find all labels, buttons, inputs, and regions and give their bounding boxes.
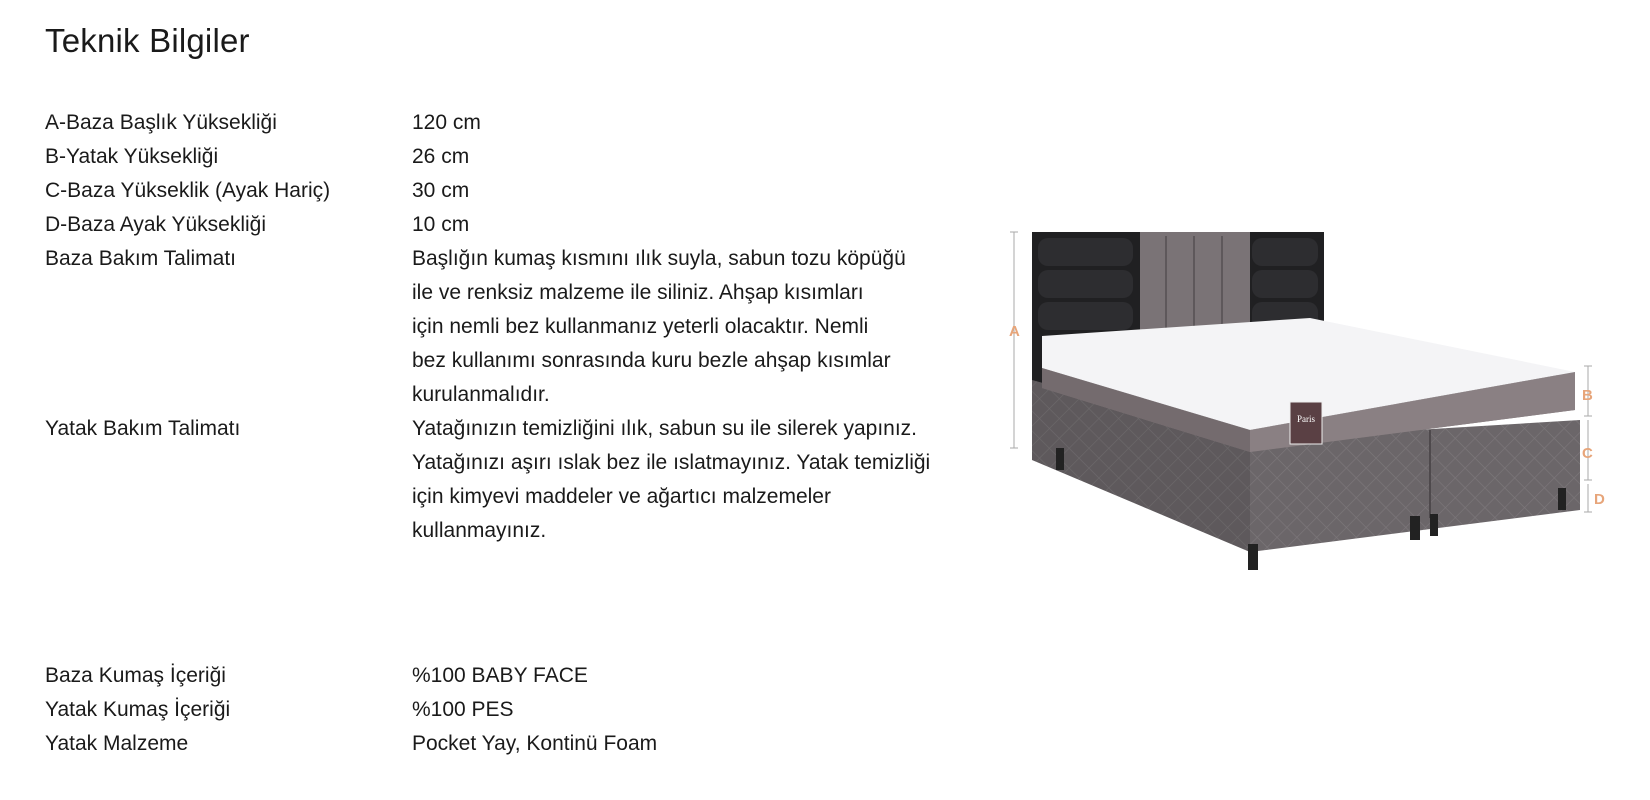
spec-label: Yatak Malzeme bbox=[45, 732, 189, 755]
spec-value: Pocket Yay, Kontinü Foam bbox=[412, 732, 658, 755]
spec-row-mattress-care bbox=[45, 412, 945, 548]
spec-value: 30 cm bbox=[412, 179, 470, 202]
spec-value: 120 cm bbox=[412, 111, 481, 134]
spec-row-base-fabric bbox=[45, 659, 945, 693]
spec-row-base-care bbox=[45, 242, 945, 412]
spec-label: D-Baza Ayak Yüksekliği bbox=[45, 213, 267, 236]
spec-value: %100 PES bbox=[412, 698, 514, 721]
spec-value: 26 cm bbox=[412, 145, 470, 168]
spec-label: Baza Bakım Talimatı bbox=[45, 247, 237, 270]
bed-image bbox=[990, 230, 1640, 610]
spec-label: B-Yatak Yüksekliği bbox=[45, 145, 219, 168]
spec-row-leg-height bbox=[45, 208, 945, 242]
spec-row-mattress-height bbox=[45, 140, 945, 174]
spec-label: C-Baza Yükseklik (Ayak Hariç) bbox=[45, 179, 331, 202]
dimension-label-a: A bbox=[1009, 323, 1020, 340]
spec-value: Başlığın kumaş kısmını ılık suyla, sabun tozu köpüğü ile ve renksiz malzeme ile siliniz. Ahşap kısımları için nemli bez kullanmanız yeterli olacaktır. Nemli bez kullanımı sonrasında kuru bezle ahşap kısımlar kurulanmalıdır. bbox=[412, 247, 906, 406]
bed-dimension-illustration bbox=[990, 230, 1640, 610]
spec-value: 10 cm bbox=[412, 213, 470, 236]
spec-value: Yatağınızın temizliğini ılık, sabun su ile silerek yapınız. Yatağınızı aşırı ıslak bez ile ıslatmayınız. Yatak temizliği için kimyevi maddeler ve ağartıcı malzemeler kullanmayınız. bbox=[412, 417, 931, 542]
dimension-label-b: B bbox=[1582, 387, 1593, 404]
spec-label: A-Baza Başlık Yüksekliği bbox=[45, 111, 277, 134]
spec-value: %100 BABY FACE bbox=[412, 664, 588, 687]
dimension-label-d: D bbox=[1594, 491, 1605, 508]
spec-label: Yatak Kumaş İçeriği bbox=[45, 698, 231, 721]
spec-table bbox=[45, 106, 945, 761]
spec-row-mattress-fabric bbox=[45, 693, 945, 727]
page-title: Teknik Bilgiler bbox=[45, 22, 250, 59]
spec-label: Baza Kumaş İçeriği bbox=[45, 664, 226, 687]
spec-row-headboard-height bbox=[45, 106, 945, 140]
spec-row-base-height bbox=[45, 174, 945, 208]
spec-label: Yatak Bakım Talimatı bbox=[45, 417, 241, 440]
mattress-tag-text: Paris bbox=[1297, 414, 1315, 424]
dimension-label-c: C bbox=[1582, 445, 1593, 462]
spec-row-mattress-material bbox=[45, 727, 945, 761]
